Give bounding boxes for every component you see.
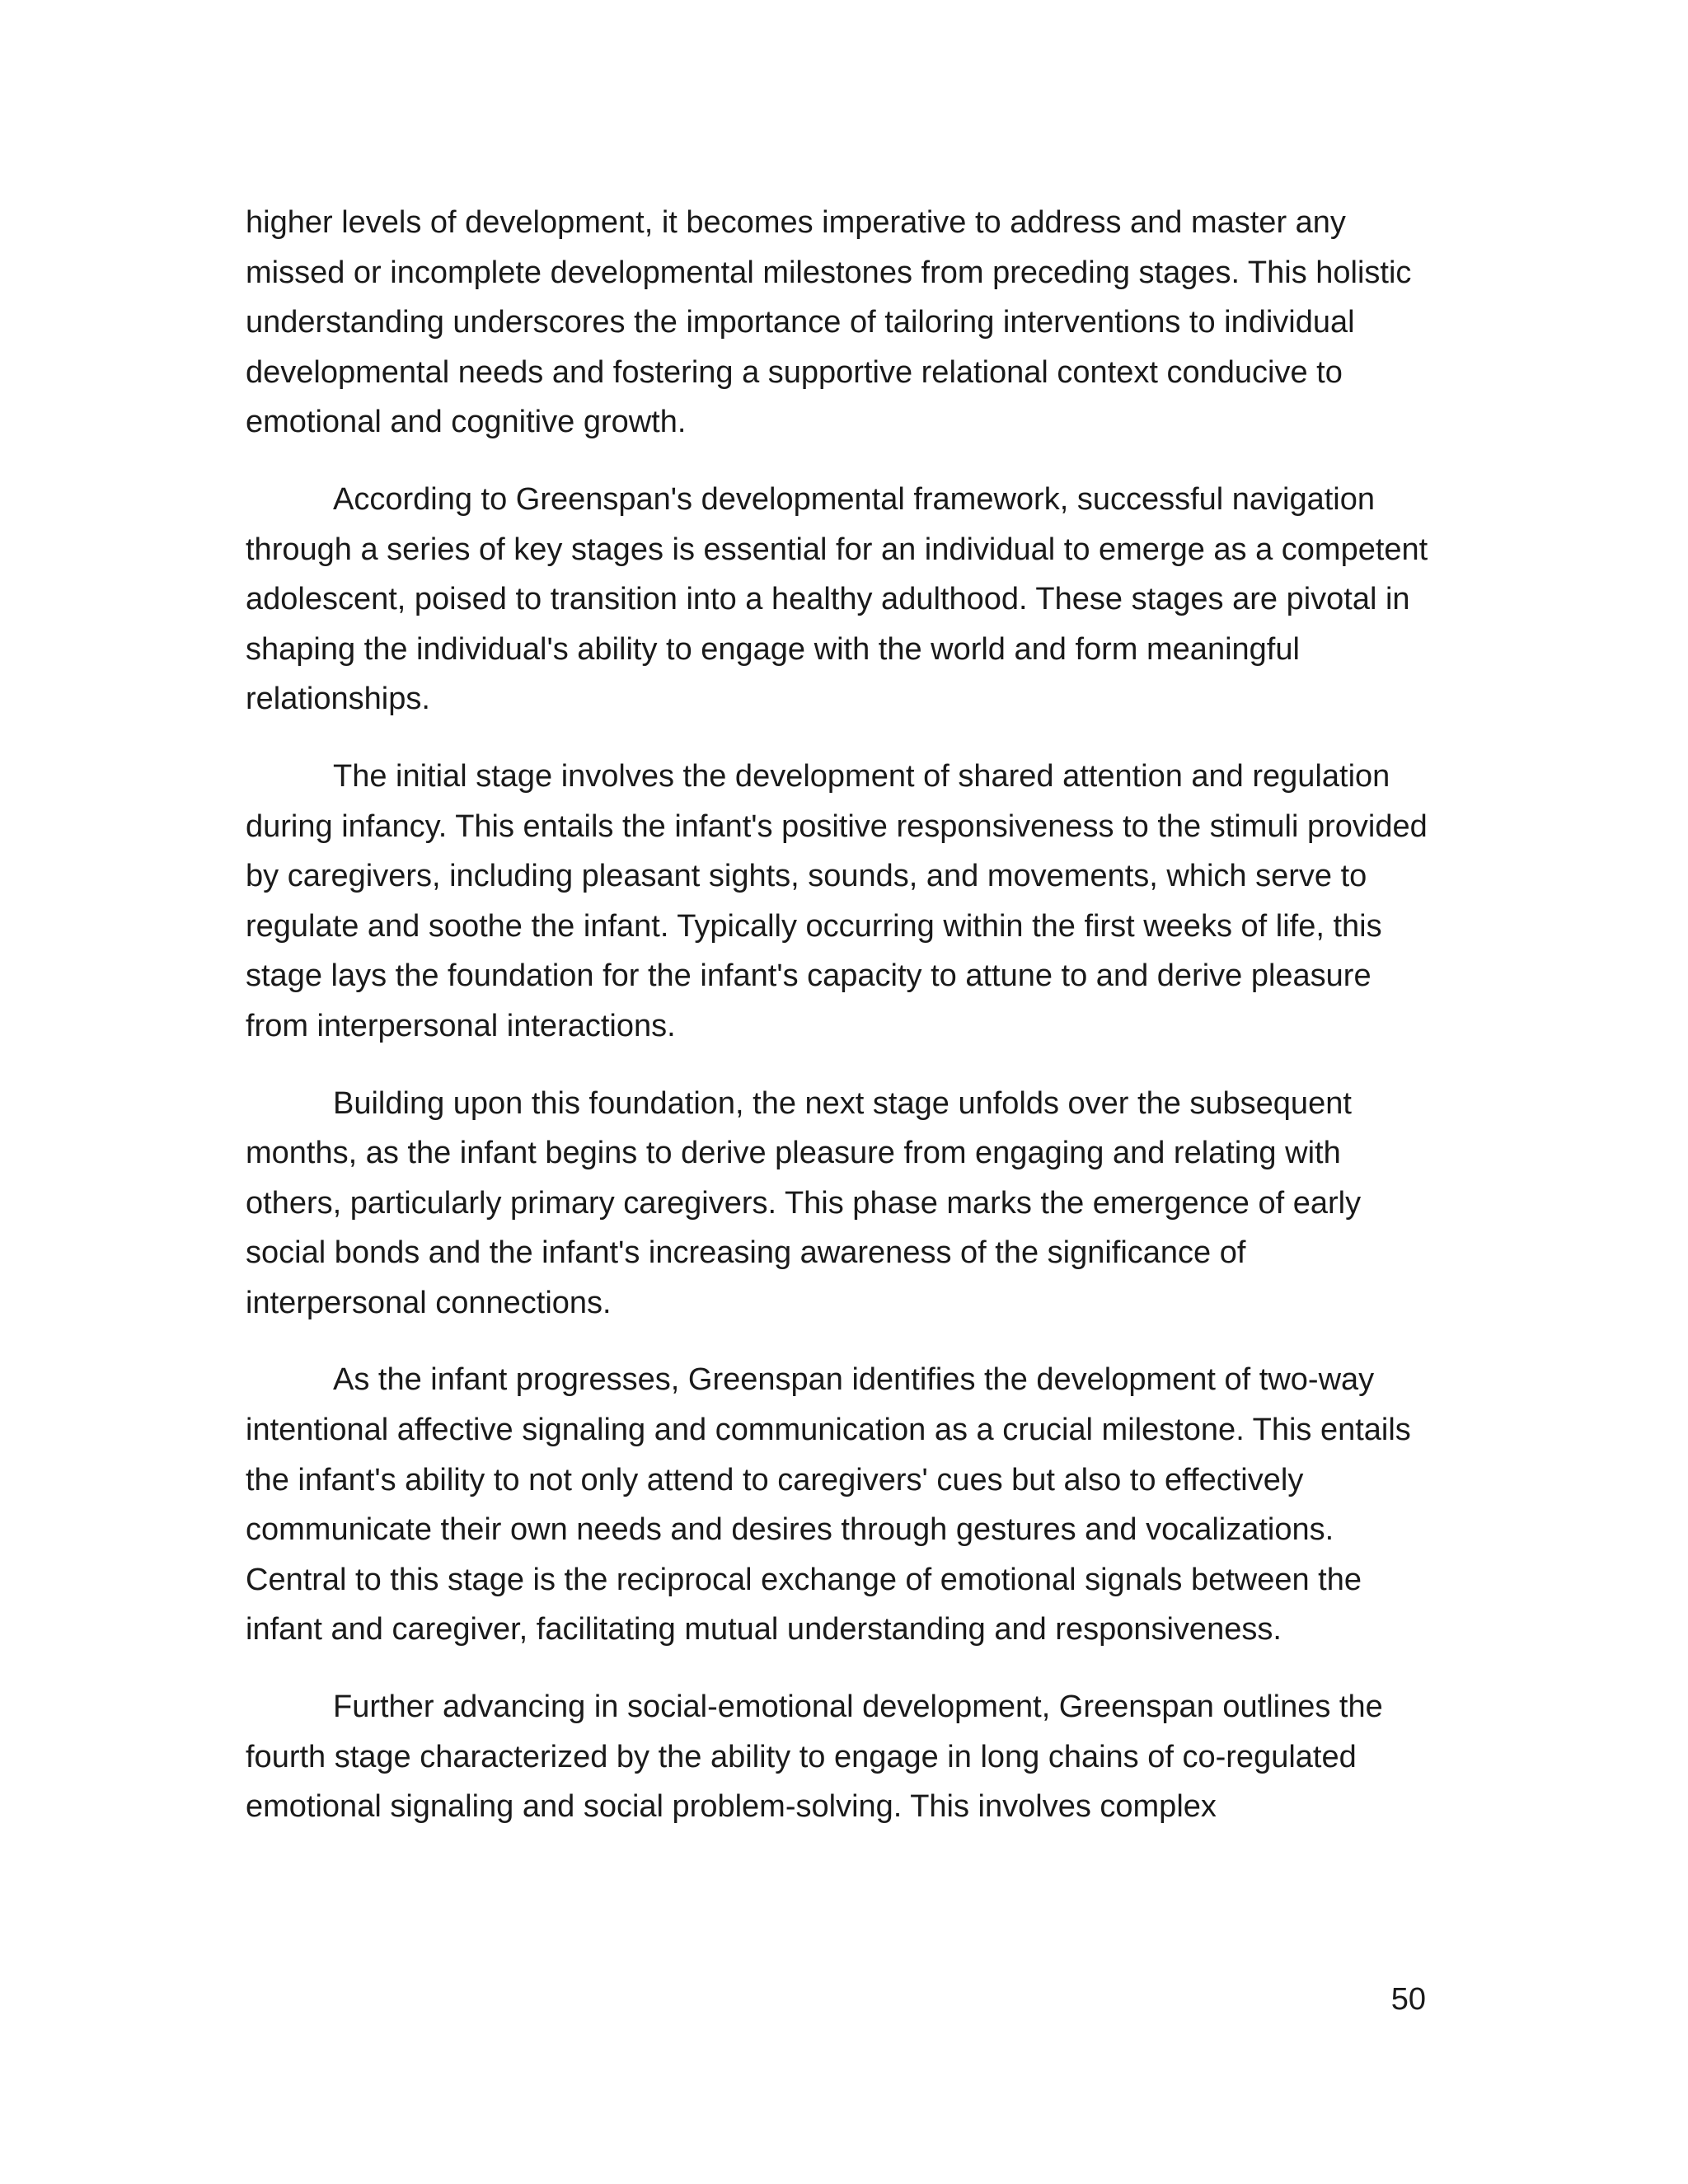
page-number: 50 <box>1390 1982 1426 2017</box>
paragraph-3: The initial stage involves the development of shared attention and regulation during infancy. This entails the infant's positive responsiveness to the stimuli provided by caregivers, including pleasant sights, sounds, and movements, which serve to regulate and soothe the infant. Typically occurring within the first weeks of life, this stage lays the foundation for the infant's capacity to attune to and derive pleasure from interpersonal interactions. <box>246 758 1428 1043</box>
paragraph-5: As the infant progresses, Greenspan identifies the development of two-way intentional affective signaling and communication as a crucial milestone. This entails the infant's ability to not only attend to caregivers' cues but also to effectively communicate their own needs and desires through gestures and vocalizations. Central to this stage is the reciprocal exchange of emotional signals between the infant and caregiver, facilitating mutual understanding and responsiveness. <box>246 1362 1411 1647</box>
paragraph-2: According to Greenspan's developmental framework, successful navigation through a series of key stages is essential for an individual to emerge as a competent adolescent, poised to transition into a healthy adulthood. These stages are pivotal in shaping the individual's ability to engage with the world and form meaningful relationships. <box>246 481 1428 717</box>
paragraph-6: Further advancing in social-emotional development, Greenspan outlines the fourth stage characterized by the ability to engage in long chains of co-regulated emotional signaling and social problem-solving. This involves complex <box>246 1690 1383 1825</box>
paragraph-4: Building upon this foundation, the next stage unfolds over the subsequent months, as the infant begins to derive pleasure from engaging and relating with others, particularly primary caregivers. This phase marks the emergence of early social bonds and the infant's increasing awareness of the significance of interpersonal connections. <box>246 1085 1362 1320</box>
paragraph-1: higher levels of development, it becomes imperative to address and master any missed or incomplete developmental milestones from preceding stages. This holistic understanding underscores the importance of tailoring interventions to individual developmental needs and fostering a supportive relational context conducive to emotional and cognitive growth. <box>246 205 1412 440</box>
body-text <box>246 198 1432 1859</box>
